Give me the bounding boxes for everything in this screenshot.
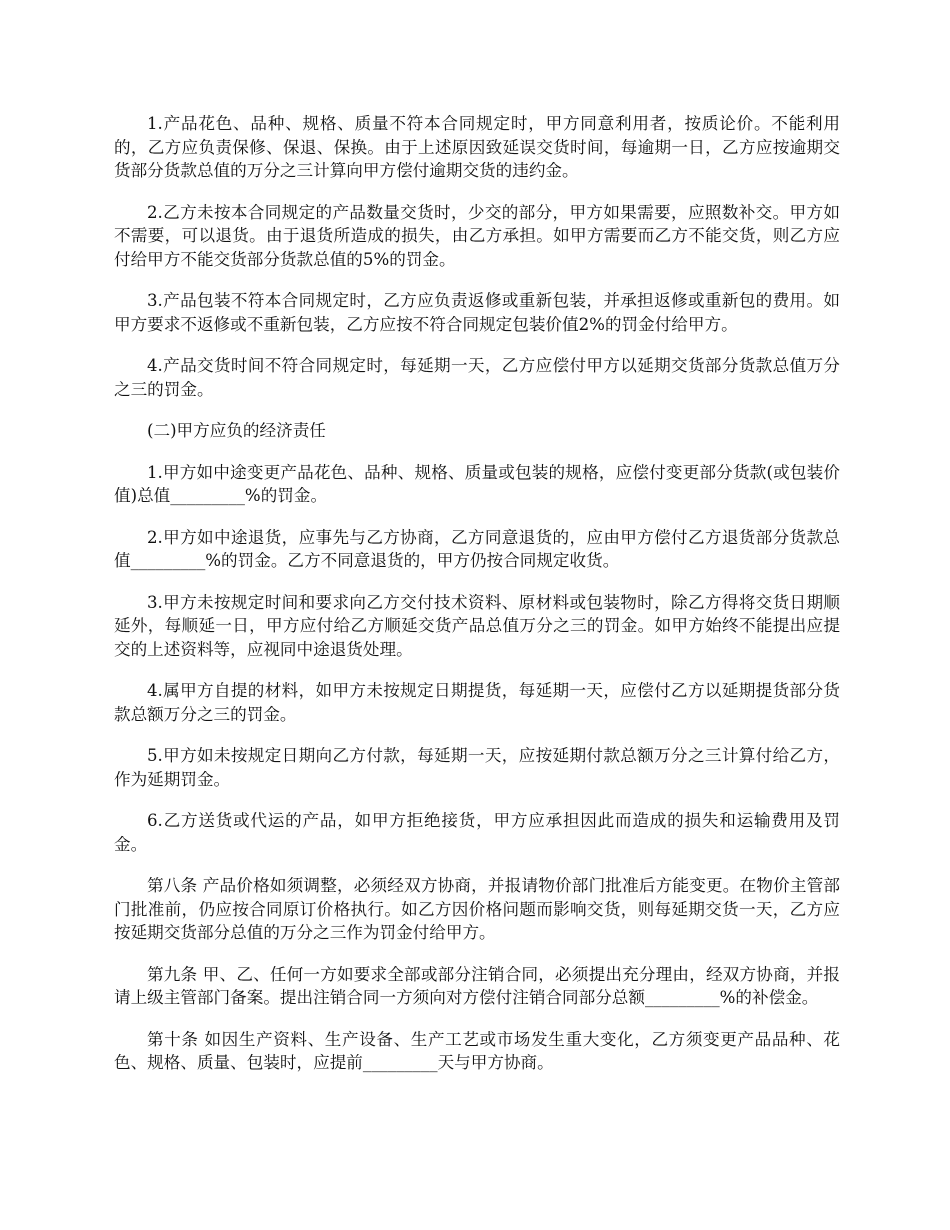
paragraph-party-a-pickup-delay: 4.属甲方自提的材料，如甲方未按规定日期提货，每延期一天，应偿付乙方以延期提货部分货款总额万分之三的罚金。 <box>114 681 840 724</box>
paragraph-party-a-payment-delay: 5.甲方如未按规定日期向乙方付款，每延期一天，应按延期付款总额万分之三计算付给乙方，作为延期罚金。 <box>114 746 840 789</box>
paragraph-late-delivery: 4.产品交货时间不符合同规定时，每延期一天，乙方应偿付甲方以延期交货部分货款总值万分之三的罚金。 <box>114 356 840 399</box>
paragraph-quantity-shortfall: 2.乙方未按本合同规定的产品数量交货时，少交的部分，甲方如果需要，应照数补交。甲方如不需要，可以退货。由于退货所造成的损失，由乙方承担。如甲方需要而乙方不能交货，则乙方应付给甲方不能交货部分货款总值的5%的罚金。 <box>114 202 840 269</box>
article-9-contract-cancellation: 第九条 甲、乙、任何一方如要求全部或部分注销合同，必须提出充分理由，经双方协商，并报请上级主管部门备案。提出注销合同一方须向对方偿付注销合同部分总额_________%的补偿金。 <box>114 964 840 1007</box>
paragraph-party-a-materials-delay: 3.甲方未按规定时间和要求向乙方交付技术资料、原材料或包装物时，除乙方得将交货日期顺延外，每顺延一日，甲方应付给乙方顺延交货产品总值万分之三的罚金。如甲方始终不能提出应提交的上述资料等，应视同中途退货处理。 <box>114 592 840 659</box>
paragraph-party-a-return-goods: 2.甲方如中途退货，应事先与乙方协商，乙方同意退货的，应由甲方偿付乙方退货部分货款总值_________%的罚金。乙方不同意退货的，甲方仍按合同规定收货。 <box>114 527 840 570</box>
paragraph-party-a-refuse-delivery: 6.乙方送货或代运的产品，如甲方拒绝接货，甲方应承担因此而造成的损失和运输费用及罚金。 <box>114 811 840 854</box>
article-10-product-change: 第十条 如因生产资料、生产设备、生产工艺或市场发生重大变化，乙方须变更产品品种、花色、规格、质量、包装时，应提前_________天与甲方协商。 <box>114 1029 840 1072</box>
paragraph-packaging-nonconformity: 3.产品包装不符本合同规定时，乙方应负责返修或重新包装，并承担返修或重新包的费用。如甲方要求不返修或不重新包装，乙方应按不符合同规定包装价值2%的罚金付给甲方。 <box>114 291 840 334</box>
section-heading-party-a-liability: (二)甲方应负的经济责任 <box>147 421 326 440</box>
paragraph-product-quality-liability: 1.产品花色、品种、规格、质量不符本合同规定时，甲方同意利用者，按质论价。不能利用的，乙方应负责保修、保退、保换。由于上述原因致延误交货时间，每逾期一日，乙方应按逾期交货部分货款总值的万分之三计算向甲方偿付逾期交货的违约金。 <box>114 114 840 180</box>
article-8-price-adjustment: 第八条 产品价格如须调整，必须经双方协商，并报请物价部门批准后方能变更。在物价主管部门批准前，仍应按合同原订价格执行。如乙方因价格问题而影响交货，则每延期交货一天，乙方应按延期交货部分总值的万分之三作为罚金付给甲方。 <box>114 876 840 942</box>
paragraph-party-a-change-spec: 1.甲方如中途变更产品花色、品种、规格、质量或包装的规格，应偿付变更部分货款(或包装价值)总值_________%的罚金。 <box>114 462 840 505</box>
